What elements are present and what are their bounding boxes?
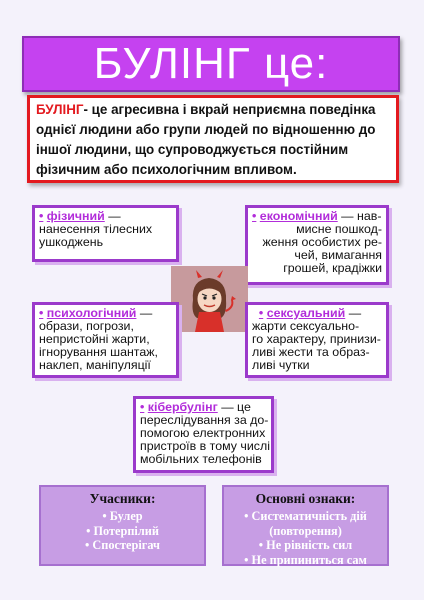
participant-item: • Булер (102, 509, 143, 523)
participants-title: Учасники: (89, 491, 156, 506)
type-name-psychological: психологічний (46, 306, 137, 320)
devil-girl-icon (171, 266, 248, 332)
sign-item: • Систематичність дій (244, 509, 367, 523)
card-cyber: • кібербулінг — це переслідування за до- помогою електронних пристроїв в тому числі мобільних телефонів (133, 396, 274, 473)
participant-item: • Спостерігач (85, 538, 160, 552)
card-economic: • економічний — нав- мисне пошкод- ження особистих ре- чей, вимагання грошей, крадіжки (245, 205, 389, 285)
definition-line-4: фізичним або психологічним впливом. (36, 162, 297, 177)
definition-box (27, 95, 399, 183)
card-sexual: • сексуальний — жарти сексуально- го характеру, принизи- ливі жести та образ- ливі чутки (245, 302, 389, 378)
type-name-sexual: сексуальний (266, 306, 346, 320)
signs-title: Основні ознаки: (255, 491, 356, 506)
title-banner (22, 36, 400, 92)
sign-item: • Не рівність сил (258, 538, 353, 552)
signs-box (222, 485, 389, 566)
sign-item: • Не припиниться сам (244, 552, 367, 567)
card-physical: • фізичний — нанесення тілесних ушкоджень (32, 205, 179, 262)
participants-box (39, 485, 206, 566)
definition-term: БУЛІНГ (36, 102, 84, 117)
type-name-cyber: кібербулінг (147, 400, 218, 414)
type-name-physical: фізичний (46, 209, 105, 223)
definition-line-3: іншої людини, що супроводжується постійним (36, 142, 349, 157)
page-title: БУЛІНГ це: (93, 39, 329, 88)
sign-item: (повторення) (269, 523, 342, 538)
card-psychological: • психологічний — образи, погрози, непристойні жарти, ігнорування шантаж, наклеп, маніпуляції (32, 302, 179, 378)
definition-line-1: БУЛІНГ- це агресивна і вкрай неприємна поведінка (36, 102, 376, 117)
participant-item: • Потерпілий (86, 523, 159, 538)
definition-line-2: однієї людини або групи людей по відношенню до (36, 122, 376, 137)
type-name-economic: економічний (259, 209, 338, 223)
